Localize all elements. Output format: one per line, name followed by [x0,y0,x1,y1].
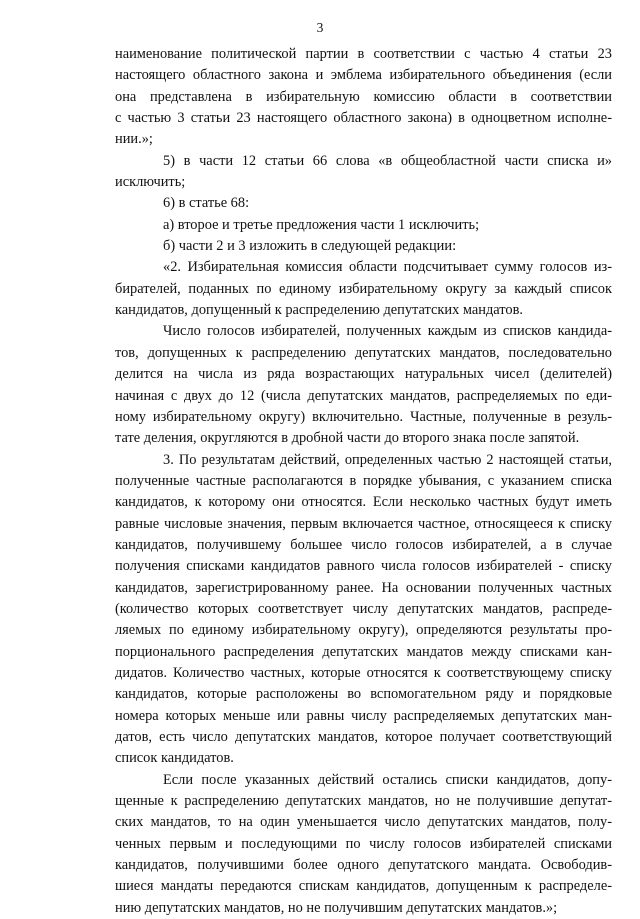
text-line: тате деления, округляются в дробной части до второго знака после запятой. [115,430,580,447]
text-line: начиная с двух до 12 (числа депутатских мандатов, распределяемых по еди- [115,387,612,404]
text-line: датов, есть число депутатских мандатов, которое получает соответствующий [115,729,612,745]
text-line: (количество которых соответствует числу депутатских мандатов, распреде- [115,600,612,617]
text-line: делится на числа из ряда возрастающих натуральных чисел (делителей) [115,366,612,383]
document-body [115,44,612,919]
text-line: она представлена в избирательную комиссию области в соответствии [115,88,612,105]
text-line: а) второе и третье предложения части 1 исключить; [163,216,480,233]
text-line: кандидатов, которые расположены во вспомогательном ряду и порядковые [115,686,612,703]
text-line: тов, допущенных к распределению депутатских мандатов, последовательно [115,344,612,361]
text-line: исключить; [115,174,186,191]
text-line: нию депутатских мандатов, но не получившим депутатских мандатов.»; [115,899,558,916]
text-line: Если после указанных действий остались списки кандидатов, допу- [163,771,612,788]
text-line: наименование политической партии в соответствии с частью 4 статьи 23 [115,46,612,62]
text-line: настоящего областного закона и эмблема избирательного объединения (если [115,67,612,84]
text-line: нии.»; [115,131,153,148]
text-line: ских мандатов, то на один уменьшается число депутатских мандатов, полу- [115,814,612,831]
text-line: равные числовые значения, первым включается частное, относящееся к списку [115,515,612,532]
text-line: щенные к распределению депутатских мандатов, но не получившие депутат- [115,793,612,810]
text-line: список кандидатов. [115,750,234,767]
text-line: ляемых по единому избирательному округу), определяются результаты про- [115,622,612,639]
text-line: кандидатов, получившими более одного депутатского мандата. Освободив- [115,857,612,874]
text-line: кандидатов, допущенный к распределению депутатских мандатов. [115,302,523,319]
text-line: кандидатов, зарегистрированному ранее. На основании полученных частных [115,579,612,596]
text-line: номера которых меньше или равны числу распределяемых депутатских ман- [115,707,612,724]
text-line: полученные частные располагаются в порядке убывания, с указанием списка [115,472,612,489]
text-line: шиеся мандаты передаются спискам кандидатов, допущенным к распределе- [115,878,612,895]
text-line: Число голосов избирателей, полученных каждым из списков кандида- [163,323,612,340]
text-line: 5) в части 12 статьи 66 слова «в общеобластной части списка и» [163,152,612,169]
text-line: бирателей, поданных по единому избирательному округу за каждый список [115,280,612,297]
text-line: дидатов. Количество частных, которые относятся к соответствующему списку [115,664,612,681]
text-line: кандидатов, к которому они относятся. Если несколько частных будут иметь [115,494,612,511]
text-line: кандидатов, получившему большее число голосов избирателей, а в случае [115,536,612,553]
text-line: ному избирательному округу) включительно. Частные, полученные в резуль- [115,408,612,425]
text-line: б) части 2 и 3 изложить в следующей редакции: [163,238,457,255]
text-line: с частью 3 статьи 23 настоящего областного закона) в одноцветном исполне- [115,110,612,127]
page-number: 3 [316,20,324,35]
text-line: «2. Избирательная комиссия области подсчитывает сумму голосов из- [163,259,612,276]
text-line: получения списками кандидатов равного числа голосов избирателей - списку [115,558,612,575]
text-line: 3. По результатам действий, определенных частью 2 настоящей статьи, [163,451,612,468]
text-line: 6) в статье 68: [163,195,250,212]
text-line: порционального распределения депутатских мандатов между списками кан- [115,643,612,660]
text-line: ченных первым и последующими по числу голосов избирателей списками [115,835,612,852]
